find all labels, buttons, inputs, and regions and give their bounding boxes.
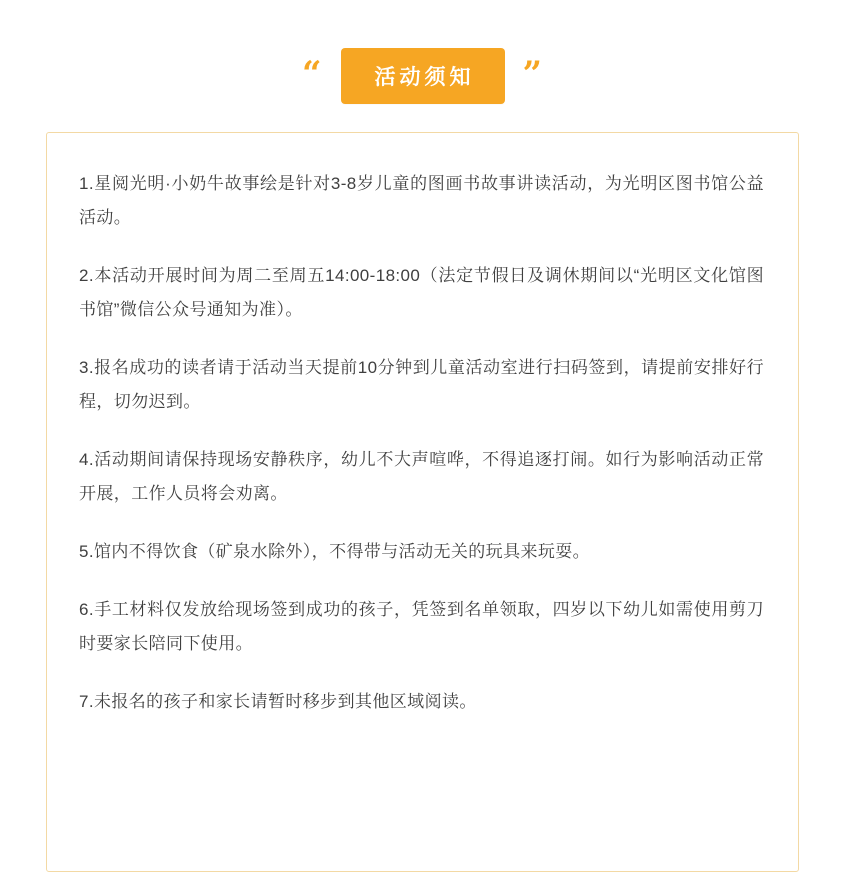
list-item: 4.活动期间请保持现场安静秩序，幼儿不大声喧哗，不得追逐打闹。如行为影响活动正常开展，工作人员将会劝离。 <box>79 450 764 503</box>
list-item: 2.本活动开展时间为周二至周五14:00-18:00（法定节假日及调休期间以“光明区文化馆图书馆”微信公众号通知为准）。 <box>79 266 764 319</box>
left-quote-icon: “ <box>301 54 323 94</box>
page-title: 活动须知 <box>341 48 505 104</box>
list-item: 7.未报名的孩子和家长请暂时移步到其他区域阅读。 <box>79 692 477 711</box>
list-item: 1.星阅光明·小奶牛故事绘是针对3-8岁儿童的图画书故事讲读活动，为光明区图书馆公益活动。 <box>79 174 764 227</box>
right-quote-icon: ” <box>522 54 544 94</box>
list-item: 6.手工材料仅发放给现场签到成功的孩子，凭签到名单领取，四岁以下幼儿如需使用剪刀时要家长陪同下使用。 <box>79 600 764 653</box>
title-band <box>0 0 845 132</box>
list-item: 3.报名成功的读者请于活动当天提前10分钟到儿童活动室进行扫码签到，请提前安排好行程，切勿迟到。 <box>79 358 764 411</box>
notice-card <box>46 132 799 872</box>
notice-list <box>79 167 764 719</box>
list-item: 5.馆内不得饮食（矿泉水除外），不得带与活动无关的玩具来玩耍。 <box>79 542 591 561</box>
